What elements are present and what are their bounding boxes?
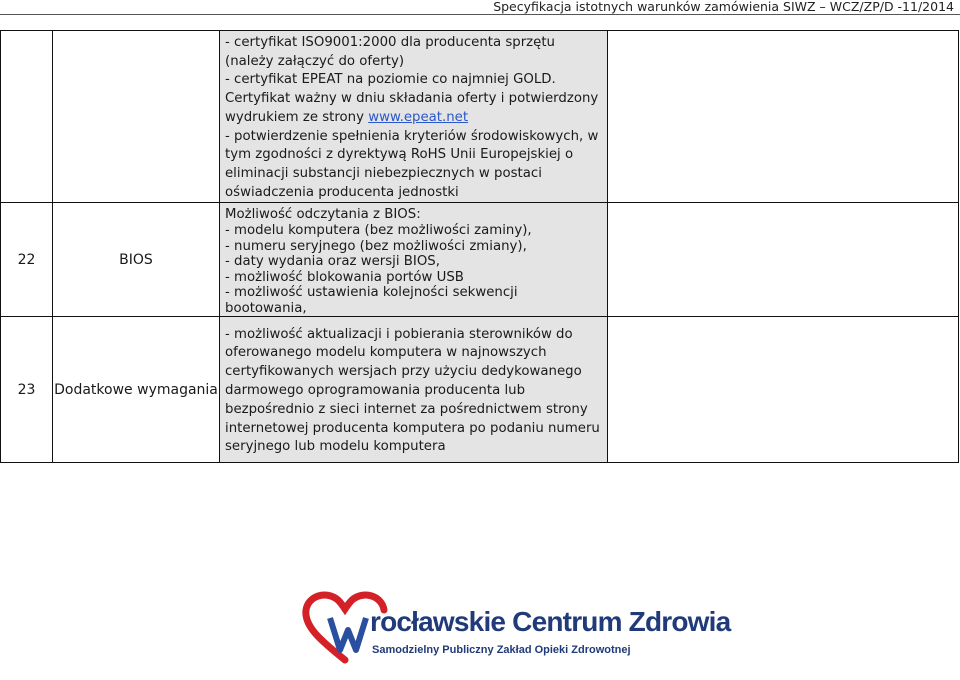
requirement-line: seryjnego lub modelu komputera	[225, 439, 446, 455]
requirement-line: oferowanego modelu komputera w najnowszych	[225, 345, 547, 361]
requirement-line: internetowej producenta komputera po podaniu numeru	[225, 420, 600, 436]
requirement-line: tym zgodności z dyrektywą RoHS Unii Europejskiej o	[225, 147, 574, 163]
requirement-line: - możliwość blokowania portów USB	[225, 269, 464, 285]
requirement-line: Możliwość odczytania z BIOS:	[225, 207, 421, 223]
requirement-line: - potwierdzenie spełnienia kryteriów środowiskowych, w	[225, 128, 599, 144]
requirement-line: - możliwość ustawienia kolejności sekwencji	[225, 285, 518, 301]
row-requirement	[220, 317, 608, 463]
requirement-line	[225, 109, 607, 128]
organization-logo	[300, 588, 731, 668]
requirement-text: wydrukiem ze strony	[225, 109, 369, 125]
table-row	[1, 317, 959, 463]
table-row	[1, 203, 959, 317]
row-parameter	[53, 31, 220, 203]
document-header: Specyfikacja istotnych warunków zamówienia SIWZ – WCZ/ZP/D -11/2014	[493, 0, 954, 14]
specification-table	[0, 30, 959, 463]
row-offered-value	[608, 203, 959, 317]
requirement-line: - certyfikat ISO9001:2000 dla producenta sprzętu	[225, 35, 555, 50]
row-number: 23	[1, 317, 53, 463]
table-row	[1, 31, 959, 203]
requirement-line: certyfikowanych wersjach przy użyciu dedykowanego	[225, 364, 582, 380]
requirement-line: - numeru seryjnego (bez możliwości zmiany),	[225, 238, 527, 254]
requirement-line: - modelu komputera (bez możliwości zaminy),	[225, 222, 532, 238]
epeat-link[interactable]: www.epeat.net	[368, 109, 469, 125]
row-parameter: Dodatkowe wymagania	[53, 317, 220, 463]
requirement-line: - certyfikat EPEAT na poziomie co najmniej GOLD.	[225, 72, 556, 88]
row-offered-value	[608, 317, 959, 463]
header-rule	[0, 14, 960, 15]
requirement-line: (należy załączyć do oferty)	[225, 53, 405, 69]
row-requirement	[220, 31, 608, 203]
requirement-line: oświadczenia producenta jednostki	[225, 184, 459, 200]
requirement-line: darmowego oprogramowania producenta lub	[225, 383, 526, 399]
row-number: 22	[1, 203, 53, 317]
row-parameter: BIOS	[53, 203, 220, 317]
row-requirement	[220, 203, 608, 317]
row-offered-value	[608, 31, 959, 203]
requirement-line: Certyfikat ważny w dniu składania oferty i potwierdzony	[225, 91, 599, 107]
row-number	[1, 31, 53, 203]
requirement-line: bezpośrednio z sieci internet za pośrednictwem strony	[225, 401, 588, 417]
logo-name: rocławskie Centrum Zdrowia	[370, 606, 731, 637]
logo-subtitle: Samodzielny Publiczny Zakład Opieki Zdrowotnej	[372, 644, 631, 656]
requirement-line: - daty wydania oraz wersji BIOS,	[225, 254, 440, 270]
requirement-line: bootowania,	[225, 300, 307, 316]
requirement-line: - możliwość aktualizacji i pobierania sterowników do	[225, 326, 573, 342]
requirement-line: eliminacji substancji niebezpiecznych w postaci	[225, 165, 542, 181]
